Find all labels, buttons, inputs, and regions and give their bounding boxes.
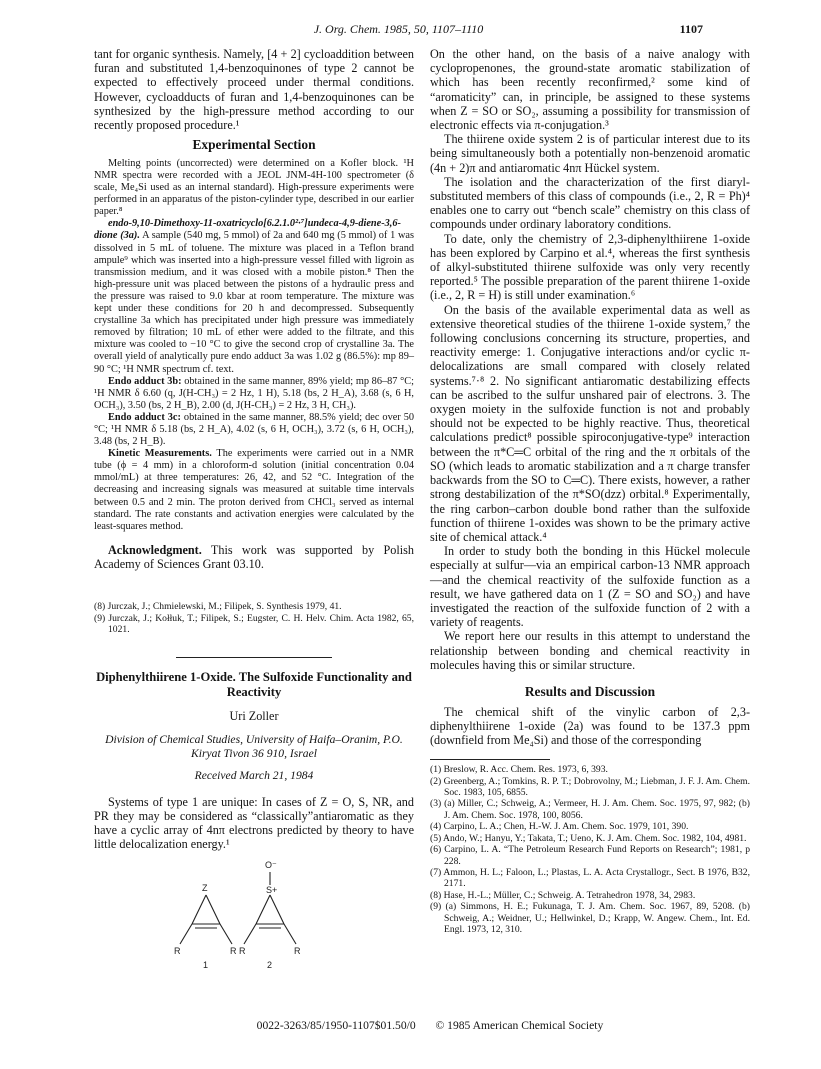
body-paragraph: On the other hand, on the basis of a naive analogy with cyclopropenones, the ground-state aromatic stabilization of which has been recently reconfirmed,² some kind of “aromaticity” can, in principle, be assigned to these systems when Z = SO or SO₂, assuming a possibility for transmission of electronic effects via π-conjugation.³ (430, 47, 750, 133)
ring-bond (192, 895, 206, 924)
structure-drawing (94, 858, 414, 970)
left-references (94, 601, 414, 635)
substituent-bond (220, 924, 232, 944)
acknowledgment (94, 543, 414, 571)
body-paragraph: The isolation and the characterization of the first diaryl-substituted members of this class of compounds (i.e., 2, R = Ph)⁴ enables one to carry out “bench scale” chemistry on this class of compounds under ordinary laboratory conditions. (430, 174, 750, 232)
running-header (94, 22, 703, 38)
ring-bond (206, 895, 220, 924)
experimental-paragraph (94, 412, 414, 448)
body-paragraph: We report here our results in this attempt to understand the relationship between bonding and chemical reactivity in molecules having this or similar structure. (430, 629, 750, 672)
experimental-paragraph (94, 448, 414, 533)
intro-paragraph: tant for organic synthesis. Namely, [4 + 2] cycloaddition between furan and substituted 1,4-benzoquinones of type 2 cannot be expected to effectively proceed under thermal conditions. However, cycloadducts of furan and 1,4-benzoquinones can be synthesized by the high-pressure method according to our recently proposed procedure.¹ (94, 47, 414, 133)
compound-procedure: obtained in the same manner, 89% yield; mp 86–87 °C; ¹H NMR δ 6.60 (q, J(H-CH₃) = 2 Hz, 1 H), 5.18 (bs, 2 H_A), 3.68 (s, 6 H, OCH₃), 3.50 (bs, 2 H_B), 2.00 (d, J(H-CH₃) = 2 Hz, 3 H, CH₃). (94, 375, 414, 411)
r-label: R (230, 945, 237, 956)
reference-item: (8) Jurczak, J.; Chmielewski, M.; Filipek, S. Synthesis 1979, 41. (94, 601, 342, 613)
footnote-divider (430, 759, 550, 760)
acknowledgment-text: This work was supported by Polish Academy of Sciences Grant 03.10. (94, 542, 414, 572)
left-column (94, 47, 414, 970)
body-paragraph: On the basis of the available experimental data as well as extensive theoretical studies of the thiirene 1-oxide system,⁷ the following conclusions concerning its structure, properties, and reactivity emerge: 1. Conjugative interactions and/or cyclic π-delocalizations are small compared with closely related systems.⁷·⁸ 2. No significant antiaromatic destabilizing effects can be ascribed to the sulfur unshared pair of electrons. 3. The oxygen moiety in the sulfoxide function is not and probably should not be expected to be highly reactive. Thus, theoretical calculations predict⁸ possible spiroconjugative-type⁹ interaction between the π*C═C orbital of the ring and the π orbitals of the SO (which leads to aromatic stabilization and a π charge transfer backwards from the SO to C═C). There exists, however, a rather strong destabilization of the π*SO(dzz) orbital.⁸ Experimentally, the ring carbon–carbon double bond rather than the sulfoxide function of thiirene 1-oxides was shown to be the primary active site of chemical attack.⁴ (430, 302, 750, 544)
ring-bond (270, 895, 284, 924)
kinetic-procedure: The experiments were carried out in a NMR tube (ϕ = 4 mm) in a chloroform-d solution (initial concentration 0.04 mmol/mL) at three temperatures: 26, 42, and 52 °C. Integration of the decreasing and increasing signals was measured at suitable time intervals between 0.5 and 2 min. The proton derived from CHCl₃ served as internal standard. The rate constants and activation energies were calculated by the least-squares method. (94, 448, 414, 532)
page-footer (150, 1019, 710, 1032)
experimental-paragraph: Melting points (uncorrected) were determined on a Kofler block. ¹H NMR spectra were recorded with a JEOL JNM-4H-100 spectrometer (δ scale, Me₄Si used as an internal standard). High-pressure experiments were performed in an apparatus of the piston-cylinder type, described in our earlier paper.⁸ (94, 157, 414, 218)
right-references (430, 764, 750, 935)
acknowledgment-heading: Acknowledgment. (108, 542, 202, 557)
compound-heading: Endo adduct 3b: (108, 375, 182, 387)
experimental-paragraph (94, 376, 414, 412)
body-paragraph: The chemical shift of the vinylic carbon of 2,3-diphenylthiirene 1-oxide (2a) was found to be 137.3 ppm (downfield from Me₄Si) and those of the corresponding (430, 704, 750, 748)
journal-citation: J. Org. Chem. 1985, 50, 1107–1110 (313, 22, 484, 36)
reference-item: (8) Hase, H.-L.; Müller, C.; Schweig. A. Tetrahedron 1978, 34, 2983. (430, 889, 696, 901)
right-column (430, 47, 750, 935)
article-code: 0022-3263/85/1950-1107$01.50/0 (256, 1019, 416, 1032)
reference-item: (5) Ando, W.; Hanyu, Y.; Takata, T.; Ueno, K. J. Am. Chem. Soc. 1982, 104, 4981. (430, 832, 747, 844)
r-label: R (294, 945, 301, 956)
body-paragraph: To date, only the chemistry of 2,3-diphenylthiirene 1-oxide has been explored by Carpino et al.⁴, whereas the first synthesis of alkyl-substituted thiirene sulfoxide was only very recently reported.⁵ The possible preparation of the parent thiirene 1-oxide (i.e., 2, R = H) is still under examination.⁶ (430, 231, 750, 303)
substituent-bond (284, 924, 296, 944)
article-title: Diphenylthiirene 1-Oxide. The Sulfoxide Functionality and Reactivity (96, 670, 412, 700)
reference-item: (2) Greenberg, A.; Tomkins, R. P. T.; Dobrovolny, M.; Liebman, J. F. J. Am. Chem. Soc. 1983, 105, 6855. (430, 775, 750, 799)
reference-item: (1) Breslow, R. Acc. Chem. Res. 1973, 6, 393. (430, 764, 608, 776)
compound-procedure: A sample (540 mg, 5 mmol) of 2a and 640 mg (5 mmol) of 1 was dissolved in 5 mL of toluene. The mixture was placed in a Teflon brand ampule⁹ which was inserted into a high-pressure vessel filled with ligroin as transmission medium, and it was closed with a mobile piston.⁸ Then the high-pressure unit was placed between the pistons of a hydraulic press and the pressure was raised to 9.0 kbar at room temperature. The mixture was kept under these conditions for 20 h and decompressed. Subsequently crystalline 3a which has precipitated under high pressure was immediately removed by filtration; 10 mL of ether were added to the filtrate, and this mixture was cooled to −10 °C to give the second crop of crystalline 3a. The overall yield of analytically pure endo adduct 3a was 1.02 g (86.5%): mp 89–90 °C; ¹H NMR spectrum cf. text. (94, 230, 415, 375)
reference-item: (9) (a) Simmons, H. E.; Fukunaga, T. J. Am. Chem. Soc. 1967, 89, 5208. (b) Schweig, A.; Weidner, U.; Hellwinkel, D.; Krapp, W. Angew. Chem., Int. Ed. Engl. 1973, 12, 310. (430, 901, 750, 935)
body-paragraph: The thiirene oxide system 2 is of particular interest due to its being simultaneously both a potentially non-benzenoid aromatic (4n + 2)π and antiaromatic 4nπ Hückel system. (430, 132, 750, 175)
body-paragraph: In order to study both the bonding in this Hückel molecule especially at sulfur—via an empirical carbon-13 NMR approach—and the chemical reactivity of the sulfoxide function as a result, we have gathered data on 1 (Z = SO and SO₂) and have investigated the reaction of the sulfoxide function of 2 with a variety of reagents. (430, 544, 750, 630)
reference-item: (9) Jurczak, J.; Kołłuk, T.; Filipek, S.; Eugster, C. H. Helv. Chim. Acta 1982, 65, 1021. (94, 612, 414, 636)
r-label: R (239, 945, 246, 956)
author-name: Uri Zoller (229, 709, 279, 724)
copyright-notice: © 1985 American Chemical Society (435, 1019, 604, 1032)
chemical-structures (94, 858, 414, 970)
substituent-bond (244, 924, 256, 944)
substituent-bond (180, 924, 192, 944)
article-divider (176, 657, 332, 658)
oxide-label: O⁻ (265, 859, 277, 870)
reference-item: (6) Carpino, L. A. “The Petroleum Research Fund Reports on Research”; 1981, p 228. (430, 844, 750, 867)
compound-heading: endo-9,10-Dimethoxy-11-oxatricyclo[6.2.1.0²·⁷]undeca-4,9-diene-3,6-dione (3a). (94, 218, 401, 242)
reference-item: (4) Carpino, L. A.; Chen, H.-W. J. Am. Chem. Soc. 1979, 101, 390. (430, 821, 689, 833)
r-label: R (174, 945, 181, 956)
experimental-paragraph (94, 218, 414, 375)
received-date: Received March 21, 1984 (194, 769, 314, 783)
compound-heading: Endo adduct 3c: (108, 411, 181, 423)
abstract-paragraph: Systems of type 1 are unique: In cases of Z = O, S, NR, and PR they may be considered as “classically”antiaromatic as they have a cyclic array of 4nπ electrons predicted by theory to have little delocalization energy.¹ (94, 794, 414, 852)
experimental-section-heading: Experimental Section (192, 137, 316, 153)
kinetic-heading: Kinetic Measurements. (108, 448, 212, 460)
sulfonium-label: S+ (266, 884, 278, 895)
compound-number: 2 (267, 959, 273, 970)
page-number: 1107 (679, 22, 703, 36)
author-affiliation: Division of Chemical Studies, University of Haifa–Oranim, P.O. Kiryat Tivon 36 910, Israel (105, 733, 403, 761)
z-label: Z (202, 882, 208, 893)
results-section-heading: Results and Discussion (524, 683, 656, 699)
reference-item: (7) Ammon, H. L.; Faloon, L.; Plastas, L. A. Acta Crystallogr., Sect. B 1976, B32, 2171. (430, 866, 750, 890)
compound-procedure: obtained in the same manner, 88.5% yield; dec over 50 °C; ¹H NMR δ 5.18 (bs, 2 H_A), 4.02 (s, 6 H, OCH₃), 3.72 (s, 6 H, OCH₃), 3.48 (bs, 2 H_B). (94, 411, 415, 448)
ring-bond (256, 895, 270, 924)
reference-item: (3) (a) Miller, C.; Schweig, A.; Vermeer, H. J. Am. Chem. Soc. 1975, 97, 982; (b) J. Am. Chem. Soc. 1978, 100, 8056. (430, 798, 750, 821)
compound-number: 1 (203, 959, 209, 970)
